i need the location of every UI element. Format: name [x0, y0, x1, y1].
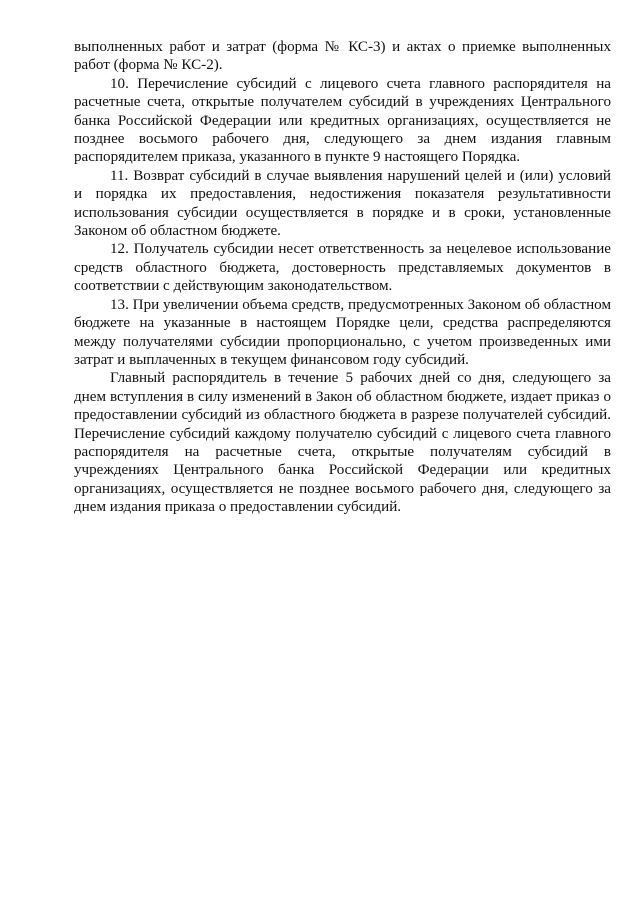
paragraph-11: 11. Возврат субсидий в случае выявления нарушений целей и (или) условий и порядка их предоставления, недостижения показателя результативности использования субсидии осуществляется в порядке и в сроки, установленные Законом об областном бюджете.	[74, 167, 611, 240]
paragraph-10: 10. Перечисление субсидий с лицевого счета главного распорядителя на расчетные счета, открытые получателем субсидий в учреждениях Центрального банка Российской Федерации или кредитных организациях, осуществляется не позднее восьмого рабочего дня, следующего за днем издания главным распорядителем приказа, указанного в пункте 9 настоящего Порядка.	[74, 75, 611, 166]
paragraph-continuation: выполненных работ и затрат (форма № КС-3) и актах о приемке выполненных работ (форма № КС-2).	[74, 39, 611, 74]
document-page	[74, 38, 611, 517]
paragraph-12: 12. Получатель субсидии несет ответственность за нецелевое использование средств областного бюджета, достоверность представляемых документов в соответствии с действующим законодательством.	[74, 241, 611, 295]
paragraph-13: 13. При увеличении объема средств, предусмотренных Законом об областном бюджете на указанные в настоящем Порядке цели, средства распределяются между получателями субсидии пропорционально, с учетом произведенных ими затрат и выплаченных в текущем финансовом году субсидий.	[74, 296, 611, 368]
paragraph-13-continuation: Главный распорядитель в течение 5 рабочих дней со дня, следующего за днем вступления в силу изменений в Закон об областном бюджете, издает приказ о предоставлении субсидий из областного бюджета в разрезе получателей субсидий. Перечисление субсидий каждому получателю субсидий с лицевого счета главного распорядителя на расчетные счета, открытые получателям субсидий в учреждениях Центрального банка Российской Федерации или кредитных организациях, осуществляется не позднее восьмого рабочего дня, следующего за днем издания приказа о предоставлении субсидий.	[74, 370, 611, 516]
